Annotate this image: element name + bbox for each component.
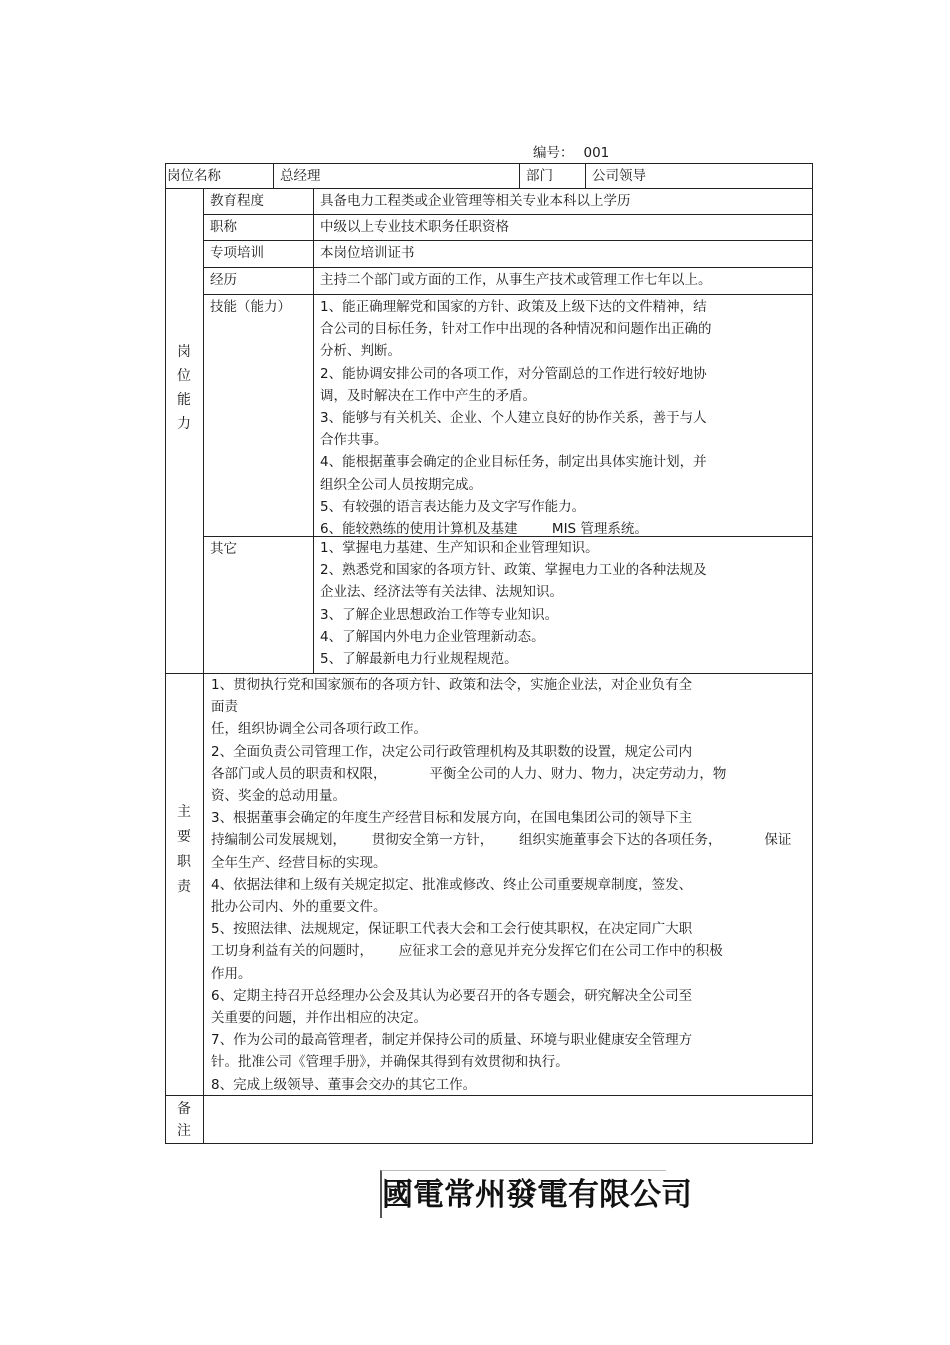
duties-group-label: 主 要 职 责 xyxy=(177,804,191,895)
list-item: 关重要的问题，并作出相应的决定。 xyxy=(211,1010,427,1027)
list-item: 分析、判断。 xyxy=(320,343,401,360)
list-item: 2、能协调安排公司的各项工作，对分管副总的工作进行较好地协 xyxy=(320,365,707,382)
training-label: 专项培训 xyxy=(210,245,264,261)
serial-number xyxy=(533,141,619,161)
list-item: 1、贯彻执行党和国家颁布的各项方针、政策和法令，实施企业法，对企业负有全 xyxy=(211,677,693,693)
serial-value: 001 xyxy=(583,145,610,161)
list-item: 1、掌握电力基建、生产知识和企业管理知识。 xyxy=(320,540,599,556)
list-item: 1、能正确理解党和国家的方针、政策及上级下达的文件精神，结 xyxy=(320,299,707,315)
list-item: 持编制公司发展规划， 贯彻安全第一方针， 组织实施董事会下达的各项任务， 保证 xyxy=(211,832,792,849)
title-label: 职称 xyxy=(210,219,237,235)
list-item: 2、熟悉党和国家的各项方针、政策、掌握电力工业的各种法规及 xyxy=(320,562,707,579)
skills-list xyxy=(314,294,812,536)
list-item: 3、根据董事会确定的年度生产经营目标和发展方向，在国电集团公司的领导下主 xyxy=(211,810,693,827)
list-item: 资、奖金的总动用量。 xyxy=(211,788,346,805)
education-value: 具备电力工程类或企业管理等相关专业本科以上学历 xyxy=(320,193,631,209)
list-item: 2、全面负责公司管理工作，决定公司行政管理机构及其职数的设置，规定公司内 xyxy=(211,743,693,760)
list-item: 组织全公司人员按期完成。 xyxy=(320,476,482,493)
position-name-value: 总经理 xyxy=(280,168,321,184)
list-item: 任，组织协调全公司各项行政工作。 xyxy=(211,721,427,738)
list-item: 6、定期主持召开总经理办公会及其认为必要召开的各专题会，研究解决全公司至 xyxy=(211,987,693,1004)
list-item: 工切身利益有关的问题时， 应征求工会的意见并充分发挥它们在公司工作中的积极 xyxy=(211,943,723,960)
list-item: 8、完成上级领导、董事会交办的其它工作。 xyxy=(211,1076,477,1093)
department-label: 部门 xyxy=(526,168,553,184)
list-item: 调，及时解决在工作中产生的矛盾。 xyxy=(320,387,536,404)
company-seal: 國電常州發電有限公司 xyxy=(380,1170,666,1218)
list-item: 合公司的目标任务，针对工作中出现的各种情况和问题作出正确的 xyxy=(320,321,712,338)
other-list xyxy=(314,536,812,673)
other-label: 其它 xyxy=(210,541,237,557)
department-value: 公司领导 xyxy=(592,168,646,184)
list-item: 各部门或人员的职责和权限， 平衡全公司的人力、财力、物力，决定劳动力，物 xyxy=(211,765,727,782)
education-label: 教育程度 xyxy=(210,193,264,209)
list-item: 3、能够与有关机关、企业、个人建立良好的协作关系，善于与人 xyxy=(320,410,707,427)
remarks-value xyxy=(204,1096,812,1143)
experience-label: 经历 xyxy=(210,272,237,288)
list-item: 4、了解国内外电力企业管理新动态。 xyxy=(320,628,545,645)
list-item: 作用。 xyxy=(211,965,252,982)
remarks-label: 备 注 xyxy=(177,1101,191,1139)
title-value: 中级以上专业技术职务任职资格 xyxy=(320,219,509,235)
duties-list xyxy=(204,673,812,1095)
skills-label: 技能（能力） xyxy=(210,299,291,315)
list-item: 5、了解最新电力行业规程规范。 xyxy=(320,651,518,668)
list-item: 企业法、经济法等有关法律、法规知识。 xyxy=(320,584,563,601)
list-item: 3、了解企业思想政治工作等专业知识。 xyxy=(320,606,559,623)
experience-value: 主持二个部门或方面的工作，从事生产技术或管理工作七年以上。 xyxy=(320,272,712,288)
list-item: 批办公司内、外的重要文件。 xyxy=(211,899,387,916)
position-name-label: 岗位名称 xyxy=(167,168,221,184)
list-item: 4、依据法律和上级有关规定拟定、批准或修改、终止公司重要规章制度，签发、 xyxy=(211,876,693,893)
list-item: 4、能根据董事会确定的企业目标任务，制定出具体实施计划，并 xyxy=(320,454,707,471)
list-item: 面责 xyxy=(211,699,238,716)
list-item: 针。批准公司《管理手册》，并确保其得到有效贯彻和执行。 xyxy=(211,1054,569,1071)
list-item: 5、按照法律、法规规定，保证职工代表大会和工会行使其职权，在决定同广大职 xyxy=(211,921,693,938)
serial-label: 编号： xyxy=(533,145,574,161)
training-value: 本岗位培训证书 xyxy=(320,245,415,261)
list-item: 7、作为公司的最高管理者，制定并保持公司的质量、环境与职业健康安全管理方 xyxy=(211,1032,693,1049)
list-item: 合作共事。 xyxy=(320,432,388,449)
list-item: 全年生产、经营目标的实现。 xyxy=(211,854,387,871)
list-item: 5、有较强的语言表达能力及文字写作能力。 xyxy=(320,498,586,515)
list-item: 6、能较熟练的使用计算机及基建 MIS 管理系统。 xyxy=(320,521,648,536)
ability-group-label: 岗 位 能 力 xyxy=(177,344,191,432)
